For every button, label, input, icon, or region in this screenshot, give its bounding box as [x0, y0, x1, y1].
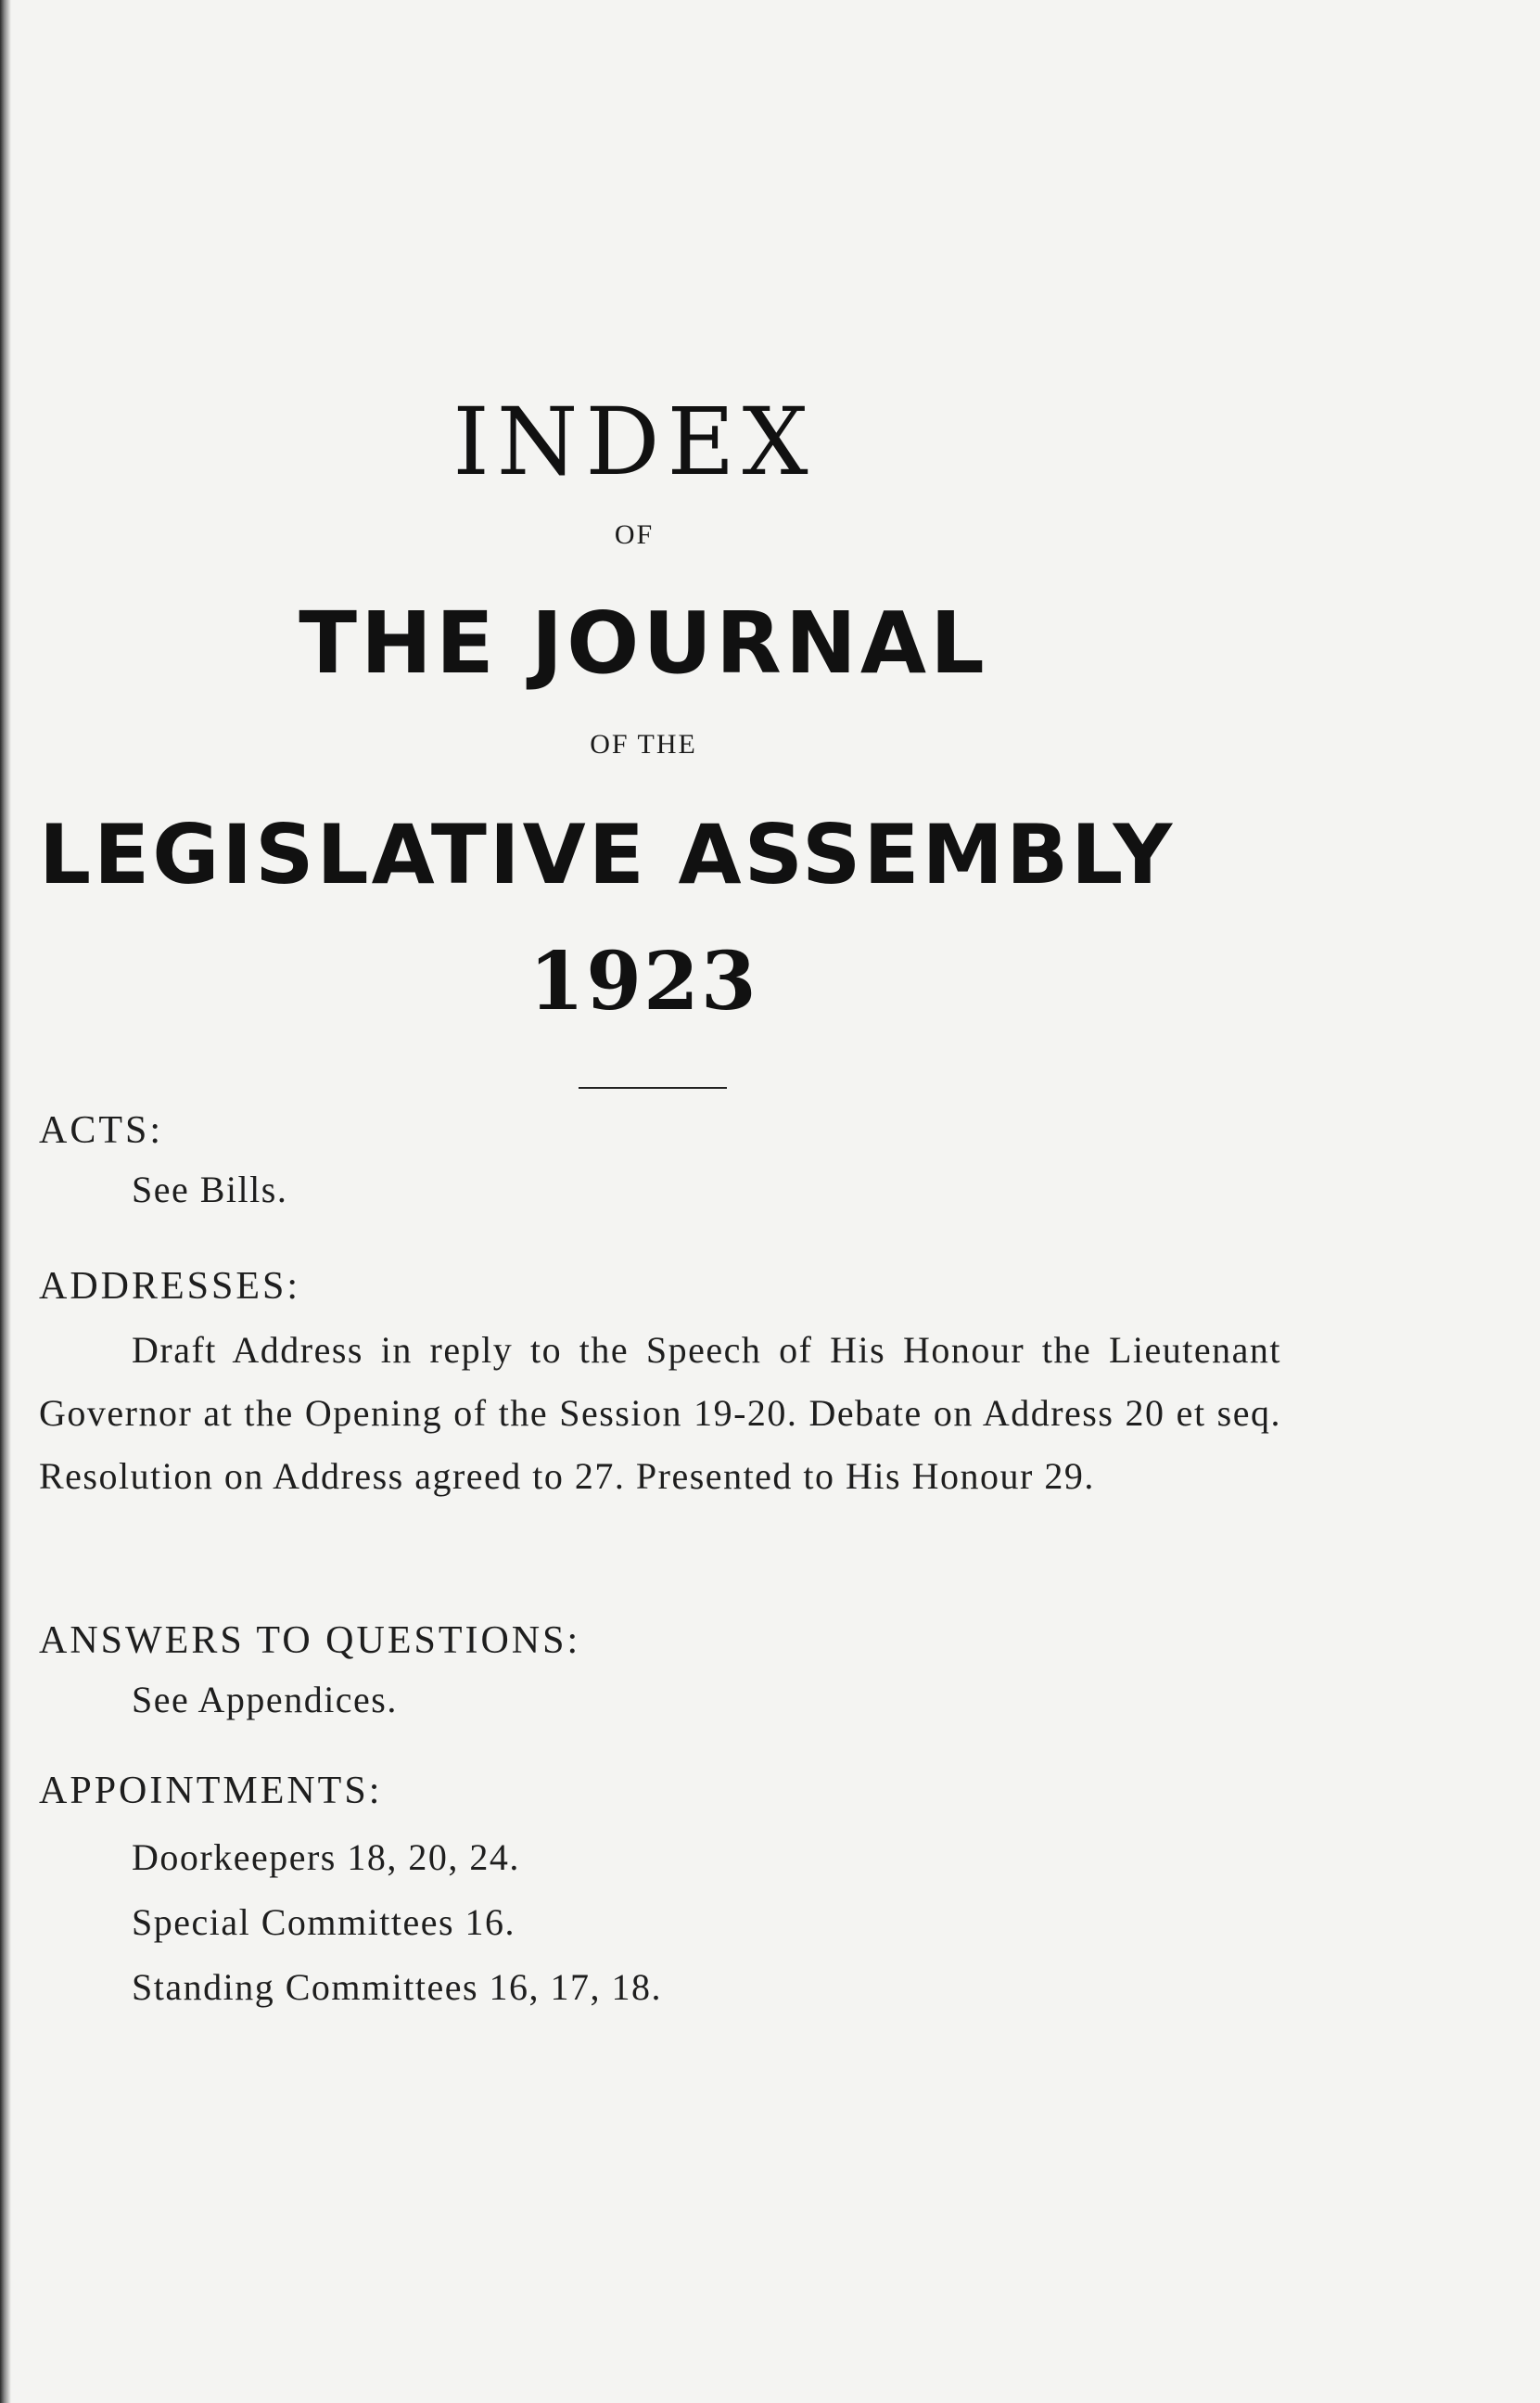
entry-appointments: [39, 1764, 1281, 2020]
entry-heading: APPOINTMENTS:: [39, 1770, 383, 1812]
entry-line: Standing Committees 16, 17, 18.: [132, 1966, 663, 2008]
entry-line: Special Committees 16.: [132, 1901, 516, 1943]
title-divider: [579, 1087, 727, 1089]
entry-paragraph: Draft Address in reply to the Speech of His Honour the Lieutenant Governor at the Opening of the Session 19-20. Debate on Address 20 et seq. Resolution on Address agreed to 27. Presented to His Honour 29.: [39, 1329, 1281, 1497]
entry-heading: ADDRESSES:: [39, 1265, 301, 1308]
entry-acts: [39, 1104, 1281, 1222]
year-title: 1923: [528, 935, 758, 1029]
entry-line: See Bills.: [132, 1169, 288, 1210]
index-title: INDEX: [452, 388, 816, 496]
assembly-title: LEGISLATIVE ASSEMBLY: [39, 807, 1176, 902]
of-the-label: OF THE: [590, 729, 697, 760]
entry-heading: ACTS:: [39, 1109, 164, 1152]
journal-title: THE JOURNAL: [299, 594, 988, 693]
entry-line: Doorkeepers 18, 20, 24.: [132, 1836, 520, 1878]
entry-addresses: [39, 1259, 1281, 1508]
entry-answers: [39, 1614, 1281, 1732]
of-label: OF: [614, 519, 655, 550]
entry-line: See Appendices.: [132, 1679, 398, 1720]
page-edge: [0, 0, 11, 2403]
entry-heading: ANSWERS TO QUESTIONS:: [39, 1619, 581, 1662]
